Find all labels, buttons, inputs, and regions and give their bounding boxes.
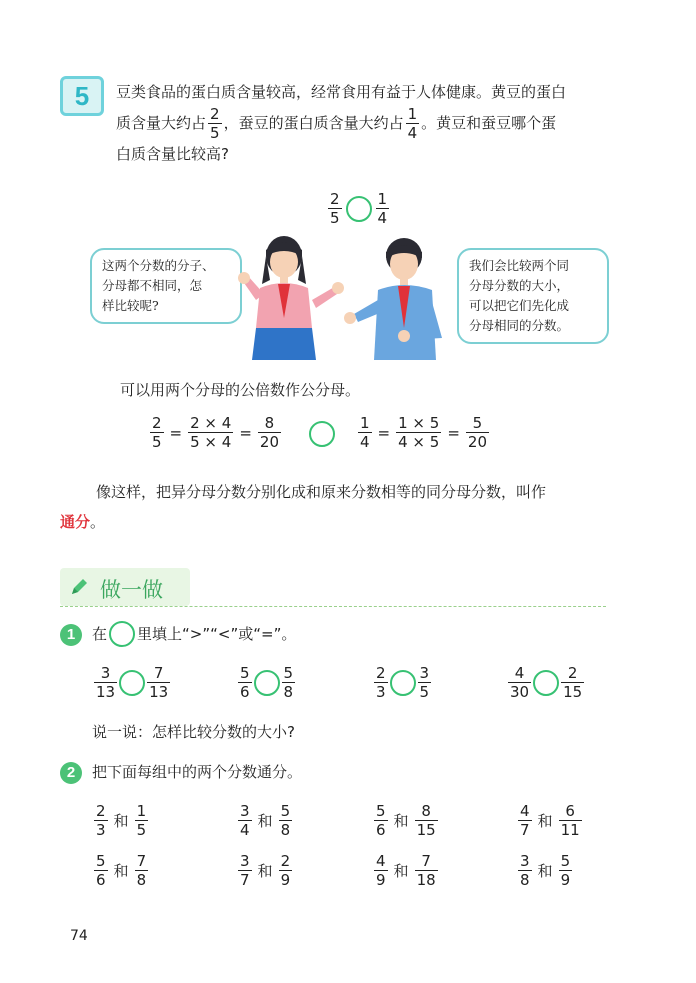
task-2-group — [92, 852, 150, 889]
calc-right-mid: $\frac{1 \times 5}{4 \times 5}$ — [398, 414, 440, 451]
fraction: $\frac{5}{9}$ — [560, 852, 571, 889]
fraction: $\frac{2}{15}$ — [563, 664, 583, 701]
fraction-2-5: $\frac{2}{5}$ — [210, 104, 220, 142]
fraction: $\frac{5}{8}$ — [283, 664, 294, 701]
answer-circle[interactable] — [254, 670, 280, 696]
task-1-instruction — [92, 620, 296, 648]
task-2-group — [236, 852, 294, 889]
bubble-left-line: 这两个分数的分子、 — [102, 258, 215, 273]
task-1-text-a: 在 — [92, 625, 108, 643]
calc-compare-circle[interactable] — [309, 421, 335, 447]
fraction: $\frac{2}{3}$ — [96, 802, 106, 839]
fraction: $\frac{3}{8}$ — [520, 852, 530, 889]
fraction-1-4: $\frac{1}{4}$ — [407, 104, 418, 142]
compare-right-fraction: $\frac{1}{4}$ — [377, 190, 388, 227]
fraction: $\frac{7}{8}$ — [136, 852, 147, 889]
fraction: $\frac{6}{11}$ — [560, 802, 580, 839]
speech-bubble-left — [90, 248, 242, 324]
problem-line-2b: ，蚕豆的蛋白质含量大约占 — [223, 114, 404, 132]
he-text: 和 — [393, 812, 409, 830]
fraction: $\frac{3}{7}$ — [240, 852, 250, 889]
he-text: 和 — [393, 862, 409, 880]
he-text: 和 — [257, 812, 273, 830]
students-illustration — [236, 228, 456, 364]
fraction: $\frac{3}{5}$ — [419, 664, 430, 701]
bubble-left-line: 分母都不相同，怎 — [102, 278, 203, 293]
equals-sign: = — [377, 423, 391, 442]
fraction: $\frac{7}{13}$ — [149, 664, 169, 701]
equals-sign: = — [447, 423, 460, 442]
answer-circle[interactable] — [390, 670, 416, 696]
boy-figure — [344, 238, 442, 360]
compare-top — [326, 190, 391, 227]
calc-right-result: $\frac{5}{20}$ — [467, 414, 487, 451]
speech-bubble-right — [457, 248, 609, 344]
term-tongfen: 通分 — [60, 513, 91, 531]
task-2-icon: 2 — [60, 762, 82, 784]
bubble-right-line: 我们会比较两个同 — [469, 258, 570, 273]
fraction: $\frac{4}{30}$ — [510, 664, 530, 701]
pencil-icon — [70, 578, 88, 596]
problem-line-2c: 。黄豆和蚕豆哪个蛋 — [421, 114, 557, 132]
fraction: $\frac{5}{6}$ — [96, 852, 106, 889]
task-2-group — [372, 802, 440, 839]
page-number: 74 — [70, 928, 88, 944]
hint-text: 可以用两个分母的公倍数作公分母。 — [120, 381, 361, 399]
task-1-instruction-circle — [109, 621, 135, 647]
example-number-badge: 5 — [60, 76, 104, 116]
fraction: $\frac{3}{4}$ — [240, 802, 250, 839]
bubble-right-line: 分母相同的分数。 — [469, 318, 570, 333]
definition-line-1: 像这样，把异分母分数分别化成和原来分数相等的同分母分数，叫作 — [96, 483, 547, 501]
calc-left — [148, 414, 283, 451]
task-1-pair — [236, 664, 297, 701]
fraction: $\frac{3}{13}$ — [96, 664, 116, 701]
calc-right-fraction: $\frac{1}{4}$ — [360, 414, 370, 451]
task-1-pair — [372, 664, 433, 701]
he-text: 和 — [113, 812, 129, 830]
problem-line-2a: 质含量大约占 — [116, 114, 207, 132]
calc-right — [356, 414, 491, 451]
fraction: $\frac{5}{6}$ — [240, 664, 250, 701]
task-1-talk: 说一说：怎样比较分数的大小? — [92, 723, 295, 741]
compare-circle[interactable] — [346, 196, 372, 222]
equals-sign: = — [169, 423, 183, 442]
task-1-icon: 1 — [60, 624, 82, 646]
he-text: 和 — [537, 812, 553, 830]
fraction: $\frac{1}{5}$ — [136, 802, 147, 839]
task-2-group — [92, 802, 150, 839]
task-2-group — [236, 802, 294, 839]
he-text: 和 — [257, 862, 273, 880]
task-1-text-b: 里填上“>”“<”或“=”。 — [137, 625, 297, 643]
task-2-group — [516, 852, 574, 889]
problem-line-3: 白质含量比较高? — [116, 145, 229, 163]
bubble-right-line: 分母分数的大小， — [469, 278, 570, 293]
bubble-left-line: 样比较呢? — [102, 298, 159, 313]
section-divider — [60, 606, 606, 607]
problem-line-1: 豆类食品的蛋白质含量较高，经常食用有益于人体健康。黄豆的蛋白 — [116, 83, 567, 101]
zuoyizuo-title: 做一做 — [100, 578, 163, 602]
problem-line-2 — [116, 106, 616, 140]
calc-left-mid: $\frac{2 \times 4}{5 \times 4}$ — [190, 414, 232, 451]
task-2-group — [372, 852, 440, 889]
fraction: $\frac{7}{18}$ — [416, 852, 436, 889]
fraction: $\frac{2}{3}$ — [376, 664, 386, 701]
task-1-pair — [92, 664, 172, 701]
task-2-instruction: 把下面每组中的两个分数通分。 — [92, 763, 303, 781]
task-1-pair — [506, 664, 586, 701]
compare-left-fraction: $\frac{2}{5}$ — [330, 190, 340, 227]
fraction: $\frac{8}{15}$ — [416, 802, 436, 839]
task-2-group — [516, 802, 584, 839]
fraction: $\frac{4}{7}$ — [520, 802, 530, 839]
answer-circle[interactable] — [533, 670, 559, 696]
definition-line-2 — [60, 508, 105, 536]
equals-sign: = — [239, 423, 252, 442]
calc-left-result: $\frac{8}{20}$ — [259, 414, 279, 451]
fraction: $\frac{4}{9}$ — [376, 852, 386, 889]
definition-end: 。 — [90, 513, 106, 531]
he-text: 和 — [113, 862, 129, 880]
problem-text — [116, 78, 616, 168]
fraction: $\frac{2}{9}$ — [280, 852, 291, 889]
girl-figure — [238, 236, 344, 360]
answer-circle[interactable] — [119, 670, 145, 696]
fraction: $\frac{5}{6}$ — [376, 802, 386, 839]
he-text: 和 — [537, 862, 553, 880]
calc-left-fraction: $\frac{2}{5}$ — [152, 414, 162, 451]
bubble-right-line: 可以把它们先化成 — [469, 298, 570, 313]
fraction: $\frac{5}{8}$ — [280, 802, 291, 839]
